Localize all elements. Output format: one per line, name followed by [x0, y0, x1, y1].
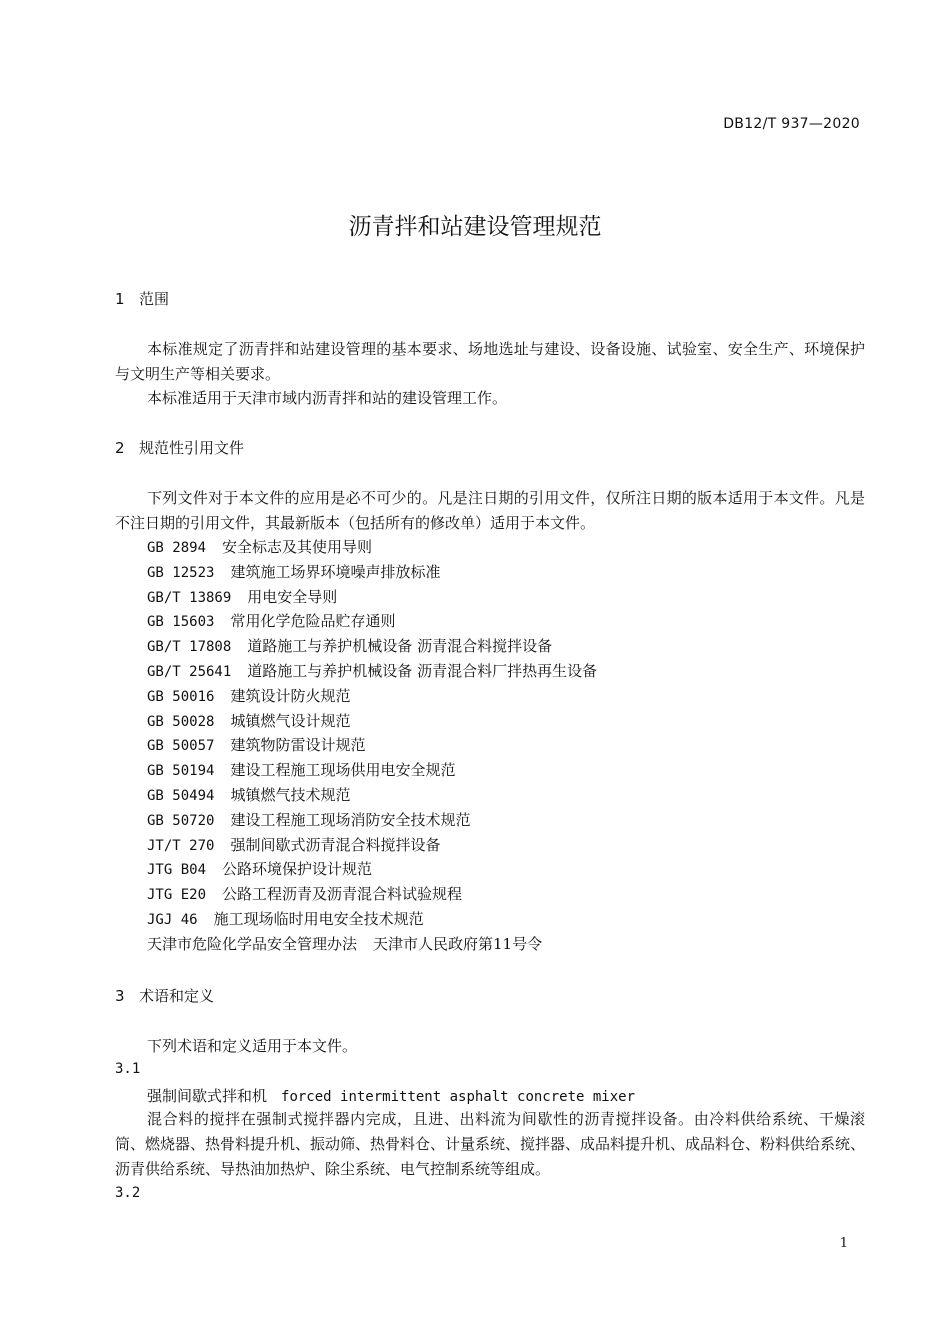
reference-item: [147, 882, 597, 907]
reference-item: [147, 932, 597, 957]
section-3-heading: [115, 985, 214, 1006]
reference-code: GB/T 25641: [147, 663, 232, 680]
section-title: 范围: [139, 290, 170, 308]
reference-code: GB 50028: [147, 713, 215, 730]
reference-title: 建筑施工场界环境噪声排放标准: [230, 562, 441, 581]
reference-code: JTG E20: [147, 887, 207, 904]
reference-title: 建筑设计防火规范: [230, 686, 351, 705]
reference-title: 道路施工与养护机械设备 沥青混合料搅拌设备: [247, 637, 553, 656]
reference-title: 城镇燃气设计规范: [230, 711, 351, 730]
reference-title: 天津市人民政府第11号令: [373, 934, 543, 953]
term-heading: [147, 1085, 635, 1106]
reference-item: [147, 709, 597, 734]
section-2-intro: 下列文件对于本文件的应用是必不可少的。凡是注日期的引用文件，仅所注日期的版本适用于本文件。凡是不注日期的引用文件，其最新版本（包括所有的修改单）适用于本文件。: [115, 489, 865, 532]
reference-item: [147, 857, 597, 882]
reference-code: GB 50016: [147, 688, 215, 705]
term-definition: 混合料的搅拌在强制式搅拌器内完成，且进、出料流为间歇性的沥青搅拌设备。由冷料供给系统、干燥滚筒、燃烧器、热骨料提升机、振动筛、热骨料仓、计量系统、搅拌器、成品料提升机、成品料仓、粉料供给系统、沥青供给系统、导热油加热炉、除尘系统、电气控制系统等组成。: [115, 1110, 866, 1178]
reference-item: [147, 758, 597, 783]
reference-code: GB 50494: [147, 787, 215, 804]
reference-code: GB 12523: [147, 564, 215, 581]
reference-item: [147, 907, 597, 932]
reference-code: GB 15603: [147, 614, 215, 631]
section-2-heading: [115, 437, 244, 458]
reference-item: [147, 833, 597, 858]
reference-title: 安全标志及其使用导则: [222, 538, 373, 556]
section-title: 规范性引用文件: [139, 439, 245, 457]
reference-code: JGJ 46: [147, 911, 198, 928]
reference-code: GB/T 13869: [147, 589, 232, 606]
term-number: 3.2: [115, 1185, 141, 1201]
reference-item: [147, 684, 597, 709]
term-name-zh: 强制间歇式拌和机: [147, 1087, 268, 1105]
reference-code: 天津市危险化学品安全管理办法: [147, 934, 358, 953]
reference-list: [147, 535, 597, 957]
section-number: 3: [115, 987, 125, 1005]
reference-title: 建筑物防雷设计规范: [230, 736, 366, 755]
reference-code: GB 50057: [147, 738, 215, 755]
term-name-en: forced intermittent asphalt concrete mixer: [281, 1089, 636, 1105]
document-title: 沥青拌和站建设管理规范: [348, 214, 602, 240]
standard-number: DB12/T 937—2020: [723, 116, 860, 132]
section-3-intro: 下列术语和定义适用于本文件。: [147, 1037, 358, 1055]
reference-title: 公路环境保护设计规范: [222, 860, 373, 879]
reference-item: [147, 634, 597, 659]
reference-code: GB/T 17808: [147, 639, 232, 656]
reference-code: GB 50720: [147, 812, 215, 829]
reference-title: 建设工程施工现场消防安全技术规范: [230, 810, 471, 829]
reference-title: 常用化学危险品贮存通则: [230, 612, 396, 631]
reference-code: JT/T 270: [147, 837, 215, 854]
reference-title: 建设工程施工现场供用电安全规范: [230, 761, 456, 780]
reference-item: [147, 535, 597, 560]
reference-code: JTG B04: [147, 862, 207, 879]
reference-title: 道路施工与养护机械设备 沥青混合料厂拌热再生设备: [247, 661, 598, 680]
section-1-heading: [115, 288, 169, 309]
section-number: 1: [115, 290, 125, 308]
term-number: 3.1: [115, 1061, 141, 1077]
section-number: 2: [115, 439, 125, 457]
page-number: 1: [839, 1236, 848, 1251]
reference-title: 公路工程沥青及沥青混合料试验规程: [222, 885, 463, 904]
reference-item: [147, 560, 597, 585]
reference-item: [147, 808, 597, 833]
reference-title: 城镇燃气技术规范: [230, 785, 351, 804]
section-1-paragraph-1: 本标准规定了沥青拌和站建设管理的基本要求、场地选址与建设、设备设施、试验室、安全生产、环境保护与文明生产等相关要求。: [115, 340, 865, 383]
reference-title: 用电安全导则: [247, 587, 338, 606]
reference-item: [147, 659, 597, 684]
reference-title: 强制间歇式沥青混合料搅拌设备: [230, 835, 441, 854]
reference-code: GB 2894: [147, 540, 207, 556]
section-1-paragraph-2: 本标准适用于天津市域内沥青拌和站的建设管理工作。: [147, 389, 508, 407]
reference-title: 施工现场临时用电安全技术规范: [213, 909, 424, 928]
reference-item: [147, 609, 597, 634]
reference-item: [147, 585, 597, 610]
section-title: 术语和定义: [139, 987, 215, 1005]
reference-code: GB 50194: [147, 763, 215, 780]
reference-item: [147, 733, 597, 758]
reference-item: [147, 783, 597, 808]
